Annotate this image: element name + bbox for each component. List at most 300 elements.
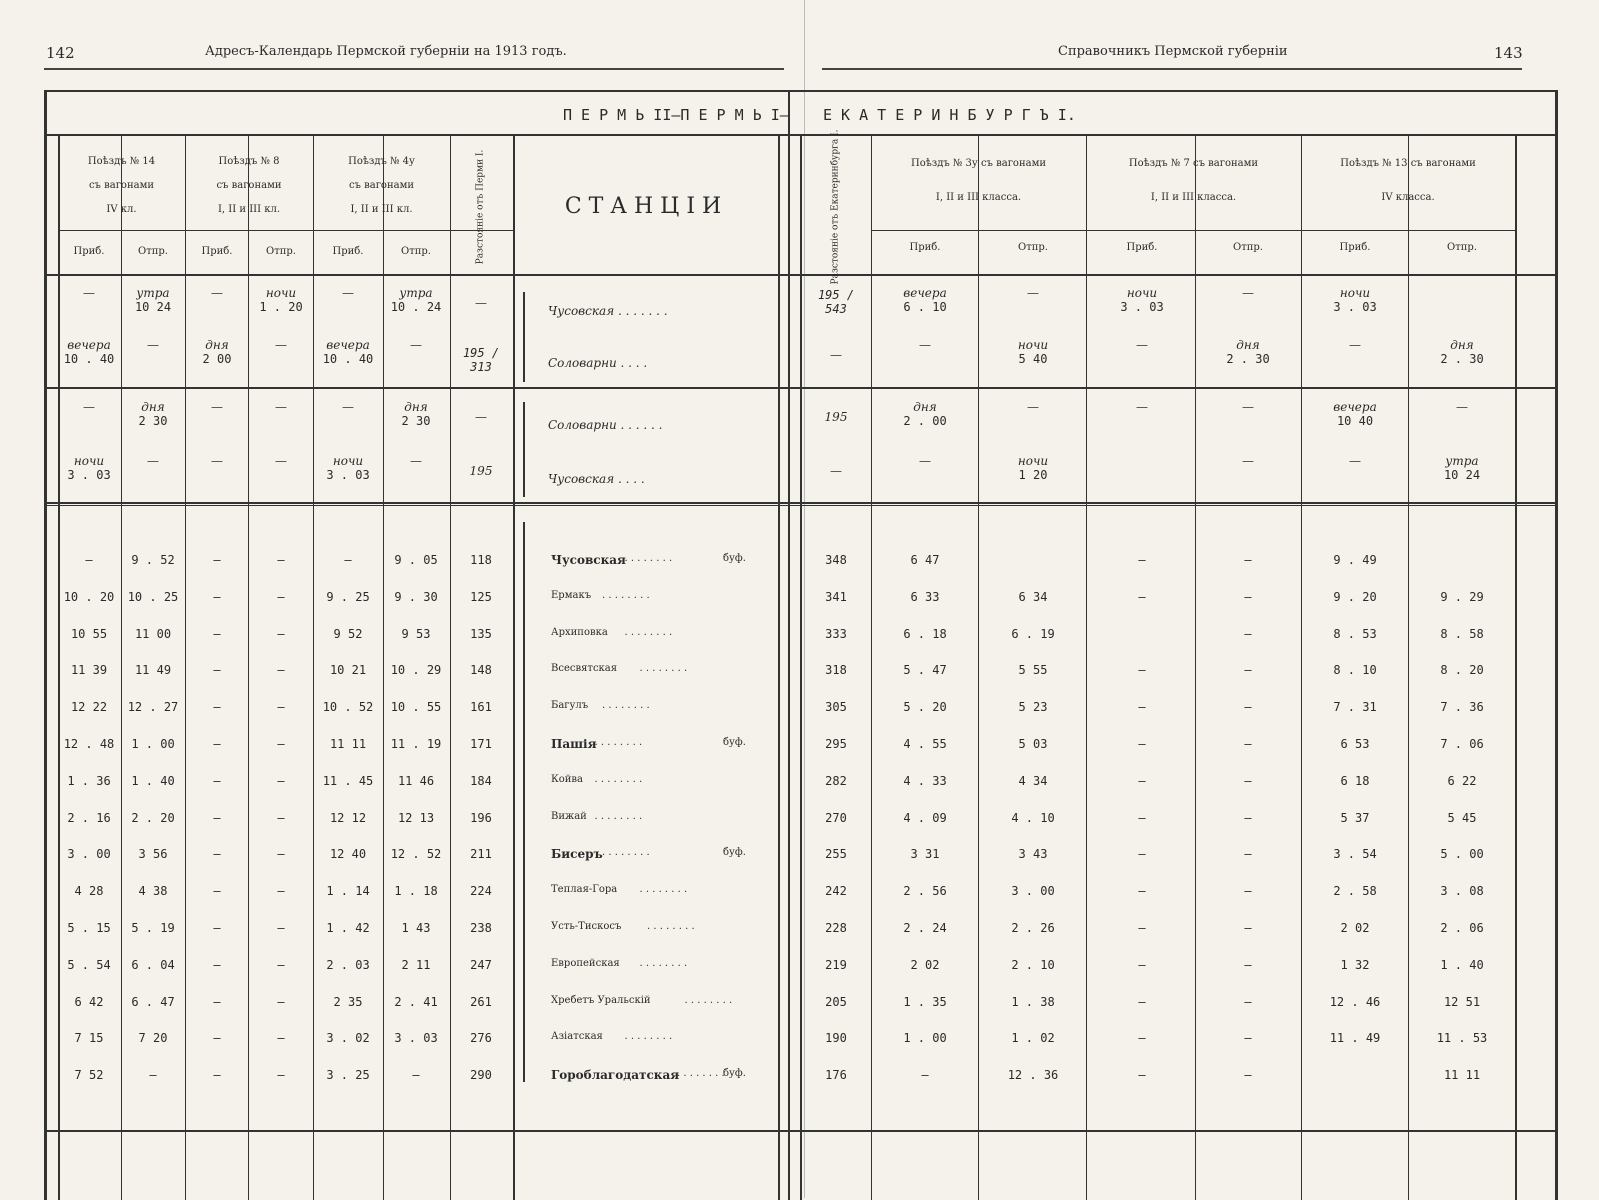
time-cell: — (1244, 847, 1252, 862)
time-cell: 6 34 (1018, 589, 1048, 604)
arr-label: Приб. (201, 246, 233, 257)
time-cell: — (1138, 847, 1146, 862)
time-value: 10 . 40 (63, 352, 115, 366)
time-cell: 3 . 00 (67, 847, 111, 862)
time-period-label: — (211, 400, 223, 414)
time-cell: 5 . 00 (1440, 847, 1484, 862)
time-cell: 2 . 20 (131, 810, 175, 825)
time-cell: 11 49 (134, 663, 172, 678)
distance-cell: 118 (470, 553, 492, 567)
time-cell: 2 . 06 (1440, 921, 1484, 935)
time-value: 10 40 (1336, 414, 1374, 428)
distance-cell: 176 (825, 1068, 847, 1083)
leader-dots: . . . . . . . . (684, 994, 733, 1006)
time-cell: — (277, 921, 285, 935)
time-period-label: — (410, 454, 422, 468)
time-cell: 1 . 40 (1440, 957, 1484, 972)
dep-label: Отпр. (1447, 242, 1477, 253)
station-name: Багулъ (551, 700, 589, 712)
time-cell: — (213, 847, 221, 862)
time-value: 1 . 20 (259, 300, 303, 314)
time-cell: 11 00 (134, 626, 172, 641)
time-cell: 2 . 24 (903, 921, 947, 935)
time-cell: — (213, 553, 221, 567)
time-value: 3 . 03 (1333, 300, 1377, 314)
stations-title: С Т А Н Ц І И (564, 194, 722, 219)
time-cell: 5 45 (1447, 810, 1477, 825)
leader-dots: . . . . . . . . (639, 957, 688, 969)
time-cell: — (1244, 1068, 1252, 1083)
distance-cell: 190 (825, 1031, 847, 1046)
time-period-label: вечера (903, 286, 947, 300)
time-period-label: — (1242, 454, 1254, 468)
time-cell: — (213, 1031, 221, 1046)
time-value: 2 . 30 (1440, 352, 1484, 366)
time-cell: — (1138, 700, 1146, 715)
time-period-label: — (147, 454, 159, 468)
column-rule (313, 134, 314, 1200)
time-cell: — (277, 737, 285, 751)
train-class-right: I, II и III класса. (1150, 192, 1237, 203)
time-cell: 9 . 49 (1333, 553, 1377, 567)
time-period-label: вечера (326, 338, 370, 352)
time-cell: — (1244, 921, 1252, 935)
time-cell: — (213, 589, 221, 604)
station-name: Европейская (551, 957, 620, 969)
route-title-right: Е К А Т Е Р И Н Б У Р Г Ъ I. (823, 106, 1076, 124)
time-value: 1 20 (1018, 468, 1048, 482)
time-period-label: — (1136, 338, 1148, 352)
column-rule (513, 134, 515, 1200)
arr-label: Приб. (909, 242, 941, 253)
time-period-label: — (1456, 400, 1468, 414)
distance-cell: 282 (825, 773, 847, 788)
train-class-left: I, II и III кл. (217, 204, 281, 215)
leader-dots: . . . . . . . . (639, 663, 688, 675)
time-period-label: — (211, 286, 223, 300)
time-period-label: дня (1450, 338, 1474, 352)
time-cell: — (1138, 773, 1146, 788)
time-cell: 12 . 46 (1329, 994, 1381, 1009)
time-cell: 7 52 (74, 1068, 104, 1083)
time-cell: — (277, 700, 285, 715)
time-period-label: вечера (67, 338, 111, 352)
time-cell: — (1138, 1068, 1146, 1083)
route-title-left: П Е Р М Ь II—П Е Р М Ь I— (563, 106, 789, 124)
time-cell: 6 33 (910, 589, 940, 604)
time-cell: 6 . 04 (131, 957, 175, 972)
distance-cell: 125 (470, 589, 492, 604)
time-cell: — (1138, 737, 1146, 751)
time-cell: 1 . 42 (326, 921, 370, 935)
time-period-label: дня (913, 400, 937, 414)
time-cell: 7 . 36 (1440, 700, 1484, 715)
time-period-label: ночи (73, 454, 105, 468)
time-cell: 12 22 (70, 700, 108, 715)
time-cell: — (213, 884, 221, 899)
distance-value: 195 / 313 (462, 346, 500, 374)
time-cell: 3 56 (138, 847, 168, 862)
time-value: 3 . 03 (326, 468, 370, 482)
distance-cell: 205 (825, 994, 847, 1009)
time-cell: 6 . 18 (903, 626, 947, 641)
page-edge-rule-left (788, 92, 790, 1200)
time-cell: — (1138, 1031, 1146, 1046)
time-period-label: ночи (1017, 338, 1049, 352)
distance-cell: 318 (825, 663, 847, 678)
station-name: Азіатская (551, 1031, 603, 1043)
time-cell: 3 . 00 (1011, 884, 1055, 899)
distance-cell: 219 (825, 957, 847, 972)
time-cell: — (1138, 663, 1146, 678)
time-cell: — (277, 1068, 285, 1083)
time-cell: — (1244, 663, 1252, 678)
train-number-right: Поѣздъ № 7 съ вагонами (1128, 158, 1259, 169)
time-cell: 12 40 (329, 847, 367, 862)
leader-dots: . . . . . . . . (677, 1068, 725, 1080)
leader-dots: . . . . . . . . (602, 589, 650, 601)
time-cell: 11 46 (397, 773, 435, 788)
time-cell: — (277, 994, 285, 1009)
time-cell: — (1244, 1031, 1252, 1046)
time-period-label: ночи (1017, 454, 1049, 468)
time-cell: 1 . 38 (1011, 994, 1055, 1009)
time-cell: — (213, 994, 221, 1009)
distance-value: — (830, 348, 842, 362)
station-name: Койва (551, 773, 584, 785)
column-rule (1301, 134, 1302, 1200)
time-period-label: дня (404, 400, 428, 414)
time-cell: — (277, 847, 285, 862)
time-cell: 4 . 09 (903, 810, 947, 825)
time-cell: 8 . 10 (1333, 663, 1377, 678)
column-rule (450, 134, 451, 1200)
distance-cell: 228 (825, 921, 847, 935)
time-period-label: вечера (1333, 400, 1377, 414)
time-cell: 4 34 (1018, 773, 1048, 788)
column-rule (871, 134, 872, 1200)
station-name: Пашія (551, 737, 597, 751)
column-rule (978, 134, 979, 1200)
time-cell: 3 . 54 (1333, 847, 1377, 862)
time-cell: 10 . 20 (63, 589, 115, 604)
time-cell: — (277, 773, 285, 788)
station-name: Усть-Тискосъ (551, 921, 622, 932)
arr-label: Приб. (332, 246, 364, 257)
time-period-label: — (410, 338, 422, 352)
time-cell: — (1244, 810, 1252, 825)
time-cell: 2 . 16 (67, 810, 111, 825)
time-cell: 4 38 (138, 884, 168, 899)
time-cell: 8 . 58 (1440, 626, 1484, 641)
distance-cell: 184 (470, 773, 492, 788)
column-rule (1408, 134, 1409, 1200)
distance-cell: 247 (470, 957, 492, 972)
train-cars-left: съ вагонами (216, 180, 282, 191)
time-cell: 1 32 (1340, 957, 1370, 972)
time-cell: — (277, 553, 285, 567)
time-cell: 1 . 40 (131, 773, 175, 788)
train-number-left: Поѣздъ № 4у (348, 156, 415, 167)
time-cell: — (1244, 994, 1252, 1009)
distance-cell: 238 (470, 921, 492, 935)
time-cell: 10 21 (329, 663, 367, 678)
time-cell: 7 15 (74, 1031, 104, 1046)
distance-cell: 305 (825, 700, 847, 715)
station-marker (523, 402, 525, 497)
arr-dep-rule-right (871, 230, 1515, 231)
arr-dep-rule-left (58, 230, 513, 231)
time-cell: 9 . 05 (394, 553, 438, 567)
time-period-label: — (1242, 286, 1254, 300)
dist-left-label: Разстояніе отъ Перми I. (475, 149, 486, 265)
time-value: 2 30 (138, 414, 168, 428)
time-cell: 9 . 25 (326, 589, 370, 604)
time-cell: 5 . 54 (67, 957, 111, 972)
distance-cell: 196 (470, 810, 492, 825)
time-period-label: — (83, 400, 95, 414)
distance-value: — (475, 410, 487, 424)
time-cell: 12 13 (397, 810, 435, 825)
time-cell: 4 . 55 (903, 737, 947, 751)
time-cell: 9 . 29 (1440, 589, 1484, 604)
time-cell: — (277, 810, 285, 825)
time-cell: 2 02 (1340, 921, 1370, 935)
buffet-mark: буф. (723, 1068, 746, 1080)
leader-dots: . . . . . . . . (602, 700, 650, 712)
distance-cell: 341 (825, 589, 847, 604)
time-period-label: утра (136, 286, 170, 300)
train-class-right: I, II и III класса. (935, 192, 1022, 203)
time-cell: — (213, 1068, 221, 1083)
time-cell: 1 43 (401, 921, 431, 935)
station-name: Соловарни . . . . . . (548, 418, 663, 432)
time-period-label: — (147, 338, 159, 352)
time-cell: 6 . 19 (1011, 626, 1055, 641)
time-cell: 6 18 (1340, 773, 1370, 788)
time-cell: — (1244, 737, 1252, 751)
time-cell: — (277, 663, 285, 678)
time-cell: 4 . 10 (1011, 810, 1055, 825)
time-cell: 5 55 (1018, 663, 1048, 678)
time-cell: 6 42 (74, 994, 104, 1009)
distance-cell: 242 (825, 884, 847, 899)
time-period-label: — (1242, 400, 1254, 414)
distance-value: 195 (469, 464, 493, 478)
time-cell: 5 . 47 (903, 663, 947, 678)
time-cell: — (85, 553, 93, 567)
time-cell: 6 . 47 (131, 994, 175, 1009)
time-cell: — (213, 626, 221, 641)
time-cell: — (149, 1068, 157, 1083)
time-value: 2 . 00 (903, 414, 947, 428)
column-rule (800, 134, 802, 1200)
time-cell: — (1244, 884, 1252, 899)
time-period-label: — (1349, 338, 1361, 352)
train-number-right: Поѣздъ № 3у съ вагонами (910, 158, 1047, 169)
time-period-label: утра (399, 286, 433, 300)
time-cell: 7 20 (138, 1031, 168, 1046)
time-cell: — (1138, 921, 1146, 935)
distance-value: 195 (824, 410, 848, 424)
distance-cell: 270 (825, 810, 847, 825)
time-cell: 3 . 03 (394, 1031, 438, 1046)
time-cell: — (277, 1031, 285, 1046)
time-period-label: — (83, 286, 95, 300)
time-cell: 6 47 (910, 553, 940, 567)
distance-cell: 135 (470, 626, 492, 641)
time-cell: 3 . 02 (326, 1031, 370, 1046)
time-cell: 12 . 52 (390, 847, 442, 862)
time-cell: 9 . 30 (394, 589, 438, 604)
time-period-label: — (342, 400, 354, 414)
column-rule (58, 134, 60, 1200)
distance-cell: 348 (825, 553, 847, 567)
time-period-label: — (919, 338, 931, 352)
arr-label: Приб. (1126, 242, 1158, 253)
arr-label: Приб. (73, 246, 105, 257)
time-cell: 5 23 (1018, 700, 1048, 715)
time-cell: — (1244, 553, 1252, 567)
time-cell: 10 . 25 (127, 589, 179, 604)
time-cell: 10 55 (70, 626, 108, 641)
time-period-label: — (1027, 400, 1039, 414)
time-cell: 5 03 (1018, 737, 1048, 751)
dist-right-label: Разстояніе отъ Екатеринбурга I. (830, 129, 841, 285)
time-cell: 6 22 (1447, 773, 1477, 788)
time-cell: 3 . 25 (326, 1068, 370, 1083)
time-cell: 2 . 26 (1011, 921, 1055, 935)
time-cell: 11 . 49 (1329, 1031, 1381, 1046)
distance-cell: 333 (825, 626, 847, 641)
distance-cell: 290 (470, 1068, 492, 1083)
train-class-left: IV кл. (106, 204, 137, 215)
time-cell: — (1138, 553, 1146, 567)
time-cell: 8 . 53 (1333, 626, 1377, 641)
leader-dots: . . . . . . . . (594, 773, 643, 785)
time-cell: 5 . 20 (903, 700, 947, 715)
time-value: 5 40 (1018, 352, 1048, 366)
dep-label: Отпр. (401, 246, 431, 257)
time-value: 2 . 30 (1226, 352, 1270, 366)
leader-dots: . . . . . . . . (594, 810, 643, 822)
station-name: Вижай (551, 810, 587, 822)
time-cell: 1 . 00 (903, 1031, 947, 1046)
station-name: Чусовская (551, 553, 626, 567)
time-cell: 8 . 20 (1440, 663, 1484, 678)
dep-label: Отпр. (1233, 242, 1263, 253)
time-cell: 1 . 36 (67, 773, 111, 788)
dep-label: Отпр. (138, 246, 168, 257)
train-cars-left: съ вагонами (88, 180, 155, 191)
time-period-label: — (211, 454, 223, 468)
time-cell: 6 53 (1340, 737, 1370, 751)
time-period-label: дня (141, 400, 165, 414)
time-cell: 3 43 (1018, 847, 1048, 862)
column-rule (1086, 134, 1087, 1200)
time-cell: — (1244, 957, 1252, 972)
time-cell: 10 . 52 (322, 700, 374, 715)
time-period-label: — (919, 454, 931, 468)
time-cell: 9 . 52 (131, 553, 175, 567)
dep-label: Отпр. (266, 246, 296, 257)
buffet-mark: буф. (723, 553, 746, 564)
time-cell: 7 . 31 (1333, 700, 1377, 715)
leader-dots: . . . . . . . . (647, 921, 695, 932)
time-cell: 1 . 00 (131, 737, 175, 751)
left-header-rule (44, 68, 784, 70)
time-cell: — (1244, 589, 1252, 604)
station-name: Бисеръ (551, 847, 603, 862)
distance-cell: 161 (470, 700, 492, 715)
station-name: Чусовская . . . . . . . (548, 304, 668, 318)
column-rule (1515, 134, 1517, 1200)
column-rule (1195, 134, 1196, 1200)
time-cell: 12 . 48 (63, 737, 115, 751)
time-cell: 5 . 15 (67, 921, 111, 935)
distance-value: — (475, 296, 487, 310)
leader-dots: . . . . . . . . (594, 737, 643, 748)
time-cell: — (213, 663, 221, 678)
time-cell: 5 37 (1340, 810, 1370, 825)
time-cell: — (1138, 994, 1146, 1009)
buffet-mark: буф. (723, 847, 746, 859)
time-cell: — (1138, 589, 1146, 604)
leader-dots: . . . . . . . . (624, 626, 673, 638)
time-value: 3 . 03 (67, 468, 111, 482)
time-cell: — (344, 553, 352, 567)
time-cell: 2 . 03 (326, 957, 370, 972)
station-marker (523, 292, 525, 382)
time-cell: — (277, 589, 285, 604)
buffet-mark: буф. (723, 737, 746, 748)
time-period-label: — (275, 400, 287, 414)
distance-cell: 224 (470, 884, 492, 899)
time-value: 10 24 (1443, 468, 1481, 482)
right-header-rule (822, 68, 1522, 70)
time-period-label: ночи (265, 286, 297, 300)
time-cell: — (1138, 884, 1146, 899)
time-period-label: — (342, 286, 354, 300)
column-rule (248, 134, 249, 1200)
time-value: 10 24 (134, 300, 172, 314)
distance-cell: 261 (470, 994, 492, 1009)
station-name: Соловарни . . . . (548, 356, 648, 370)
time-cell: 3 . 08 (1440, 884, 1484, 899)
time-cell: 1 . 02 (1011, 1031, 1055, 1046)
time-cell: 1 . 18 (394, 884, 438, 899)
station-name: Чусовская . . . . (548, 472, 645, 486)
time-cell: 9 . 20 (1333, 589, 1377, 604)
time-cell: — (412, 1068, 420, 1083)
distance-cell: 148 (470, 663, 492, 678)
time-cell: 11 . 19 (390, 737, 442, 751)
time-value: 2 00 (202, 352, 232, 366)
leader-dots: . . . . . . . . (624, 1031, 673, 1043)
time-period-label: утра (1445, 454, 1479, 468)
distance-cell: 211 (470, 847, 492, 862)
time-cell: — (213, 700, 221, 715)
distance-cell: 276 (470, 1031, 492, 1046)
right-running-title: Справочникъ Пермской губерніи (1058, 44, 1288, 59)
time-period-label: дня (1236, 338, 1260, 352)
right-page-number: 143 (1494, 44, 1523, 62)
time-period-label: — (1349, 454, 1361, 468)
leader-dots: . . . . . . . . (639, 884, 688, 896)
train-cars-left: съ вагонами (348, 180, 415, 191)
time-cell: — (213, 957, 221, 972)
time-cell: 12 51 (1443, 994, 1481, 1009)
